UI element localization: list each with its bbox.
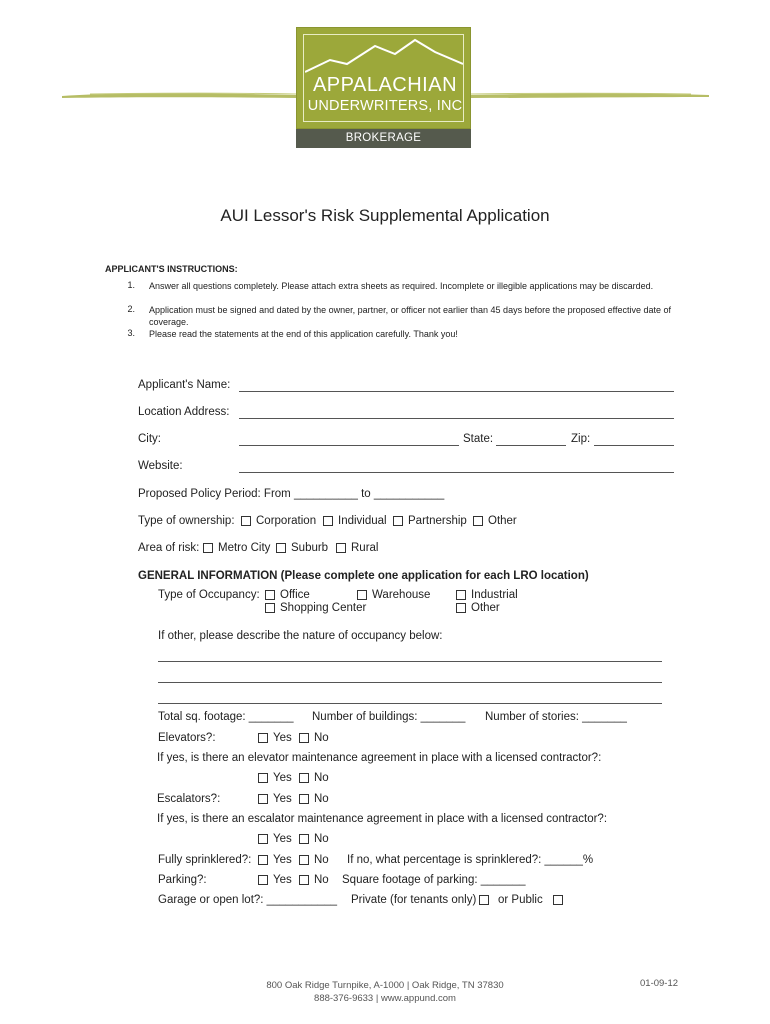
escalators-label: Escalators?:: [157, 793, 221, 805]
total-sq-footage-field[interactable]: Total sq. footage: _______: [158, 711, 294, 723]
logo-panel: [296, 27, 471, 129]
applicant-name-label: Applicant's Name:: [138, 379, 231, 391]
occupancy-other-checkbox[interactable]: [456, 603, 466, 613]
parking-yes-checkbox[interactable]: [258, 875, 268, 885]
escalators-no-checkbox[interactable]: [299, 794, 309, 804]
zip-label: Zip:: [571, 433, 591, 445]
footer-contact: 888-376-9633 | www.appund.com: [314, 993, 456, 1004]
no-label: No: [314, 874, 329, 886]
occupancy-office-checkbox[interactable]: [265, 590, 275, 600]
no-label: No: [314, 793, 329, 805]
policy-period-field[interactable]: Proposed Policy Period: From __________ to ___________: [138, 488, 445, 500]
public-checkbox[interactable]: [553, 895, 563, 905]
logo-name-line1: APPALACHIAN: [312, 74, 458, 96]
public-label: or Public: [498, 894, 543, 906]
area-of-risk-label: Area of risk:: [138, 542, 200, 554]
occupancy-describe-label: If other, please describe the nature of occupancy below:: [158, 630, 443, 642]
area-metro-city-checkbox[interactable]: [203, 543, 213, 553]
parking-label: Parking?:: [158, 874, 207, 886]
elevator-maintenance-label: If yes, is there an elevator maintenance agreement in place with a licensed contractor?:: [157, 752, 602, 764]
ownership-option-label: Individual: [338, 515, 387, 527]
elevator-maintenance-yes-checkbox[interactable]: [258, 773, 268, 783]
occupancy-option-label: Other: [471, 602, 500, 614]
location-address-field[interactable]: [239, 418, 674, 419]
instruction-text: Please read the statements at the end of this application carefully. Thank you!: [149, 329, 458, 339]
yes-label: Yes: [273, 772, 292, 784]
ownership-individual-checkbox[interactable]: [323, 516, 333, 526]
applicant-name-field[interactable]: [239, 391, 674, 392]
yes-label: Yes: [273, 854, 292, 866]
instruction-number: 1.: [127, 280, 135, 290]
instruction-number: 2.: [127, 304, 135, 314]
yes-label: Yes: [273, 874, 292, 886]
ownership-label: Type of ownership:: [138, 515, 235, 527]
instructions-heading: APPLICANT'S INSTRUCTIONS:: [105, 264, 238, 274]
occupancy-label: Type of Occupancy:: [158, 589, 260, 601]
city-field[interactable]: [239, 445, 459, 446]
occupancy-option-label: Industrial: [471, 589, 518, 601]
number-of-stories-field[interactable]: Number of stories: _______: [485, 711, 627, 723]
zip-field[interactable]: [594, 445, 674, 446]
garage-or-open-lot-field[interactable]: Garage or open lot?: ___________: [158, 894, 338, 906]
ownership-option-label: Corporation: [256, 515, 317, 527]
occupancy-option-label: Warehouse: [372, 589, 431, 601]
sprinkler-percentage-field[interactable]: If no, what percentage is sprinklered?: ______%: [347, 854, 594, 866]
instruction-text: Application must be signed and dated by the owner, partner, or officer not earlier than 45 days before the proposed effective date of coverage.: [149, 305, 672, 327]
right-brush-stroke: [471, 88, 711, 102]
area-rural-checkbox[interactable]: [336, 543, 346, 553]
website-field[interactable]: [239, 472, 674, 473]
no-label: No: [314, 854, 329, 866]
ownership-partnership-checkbox[interactable]: [393, 516, 403, 526]
logo-brokerage-bar: [296, 129, 471, 148]
form-revision-date: 01-09-12: [640, 978, 679, 989]
area-option-label: Rural: [351, 542, 379, 554]
escalators-yes-checkbox[interactable]: [258, 794, 268, 804]
escalator-maintenance-label: If yes, is there an escalator maintenance agreement in place with a licensed contractor?:: [157, 813, 608, 825]
private-checkbox[interactable]: [479, 895, 489, 905]
logo-brokerage-text: BROKERAGE: [345, 132, 422, 144]
logo-name-line2: UNDERWRITERS, INC: [307, 98, 463, 114]
sprinklered-no-checkbox[interactable]: [299, 855, 309, 865]
elevator-maintenance-no-checkbox[interactable]: [299, 773, 309, 783]
city-label: City:: [138, 433, 161, 445]
occupancy-industrial-checkbox[interactable]: [456, 590, 466, 600]
area-option-label: Metro City: [218, 542, 271, 554]
location-address-label: Location Address:: [138, 406, 230, 418]
instruction-text: Answer all questions completely. Please attach extra sheets as required. Incomplete or illegible applications may be discarded.: [149, 281, 654, 291]
parking-square-footage-field[interactable]: Square footage of parking: _______: [342, 874, 526, 886]
yes-label: Yes: [273, 833, 292, 845]
ownership-option-label: Other: [488, 515, 517, 527]
area-suburb-checkbox[interactable]: [276, 543, 286, 553]
occupancy-describe-field[interactable]: [158, 703, 662, 704]
ownership-other-checkbox[interactable]: [473, 516, 483, 526]
website-label: Website:: [138, 460, 183, 472]
company-logo: [296, 27, 471, 148]
ownership-corporation-checkbox[interactable]: [241, 516, 251, 526]
parking-no-checkbox[interactable]: [299, 875, 309, 885]
occupancy-option-label: Office: [280, 589, 310, 601]
general-information-heading: GENERAL INFORMATION (Please complete one application for each LRO location): [138, 570, 589, 582]
elevators-yes-checkbox[interactable]: [258, 733, 268, 743]
instruction-number: 3.: [127, 328, 135, 338]
yes-label: Yes: [273, 793, 292, 805]
escalator-maintenance-no-checkbox[interactable]: [299, 834, 309, 844]
sprinklered-label: Fully sprinklered?:: [158, 854, 252, 866]
page-title: AUI Lessor's Risk Supplemental Application: [220, 206, 550, 225]
occupancy-warehouse-checkbox[interactable]: [357, 590, 367, 600]
mountain-icon: [305, 34, 463, 74]
number-of-buildings-field[interactable]: Number of buildings: _______: [312, 711, 466, 723]
elevators-no-checkbox[interactable]: [299, 733, 309, 743]
footer-address: 800 Oak Ridge Turnpike, A-1000 | Oak Ridge, TN 37830: [266, 980, 504, 991]
occupancy-describe-field[interactable]: [158, 682, 662, 683]
state-field[interactable]: [496, 445, 566, 446]
occupancy-shopping-center-checkbox[interactable]: [265, 603, 275, 613]
state-label: State:: [463, 433, 494, 445]
private-label: Private (for tenants only): [351, 894, 477, 906]
no-label: No: [314, 772, 329, 784]
no-label: No: [314, 732, 329, 744]
occupancy-option-label: Shopping Center: [280, 602, 367, 614]
ownership-option-label: Partnership: [408, 515, 467, 527]
sprinklered-yes-checkbox[interactable]: [258, 855, 268, 865]
left-brush-stroke: [60, 88, 296, 102]
area-option-label: Suburb: [291, 542, 329, 554]
yes-label: Yes: [273, 732, 292, 744]
no-label: No: [314, 833, 329, 845]
escalator-maintenance-yes-checkbox[interactable]: [258, 834, 268, 844]
elevators-label: Elevators?:: [158, 732, 216, 744]
occupancy-describe-field[interactable]: [158, 661, 662, 662]
